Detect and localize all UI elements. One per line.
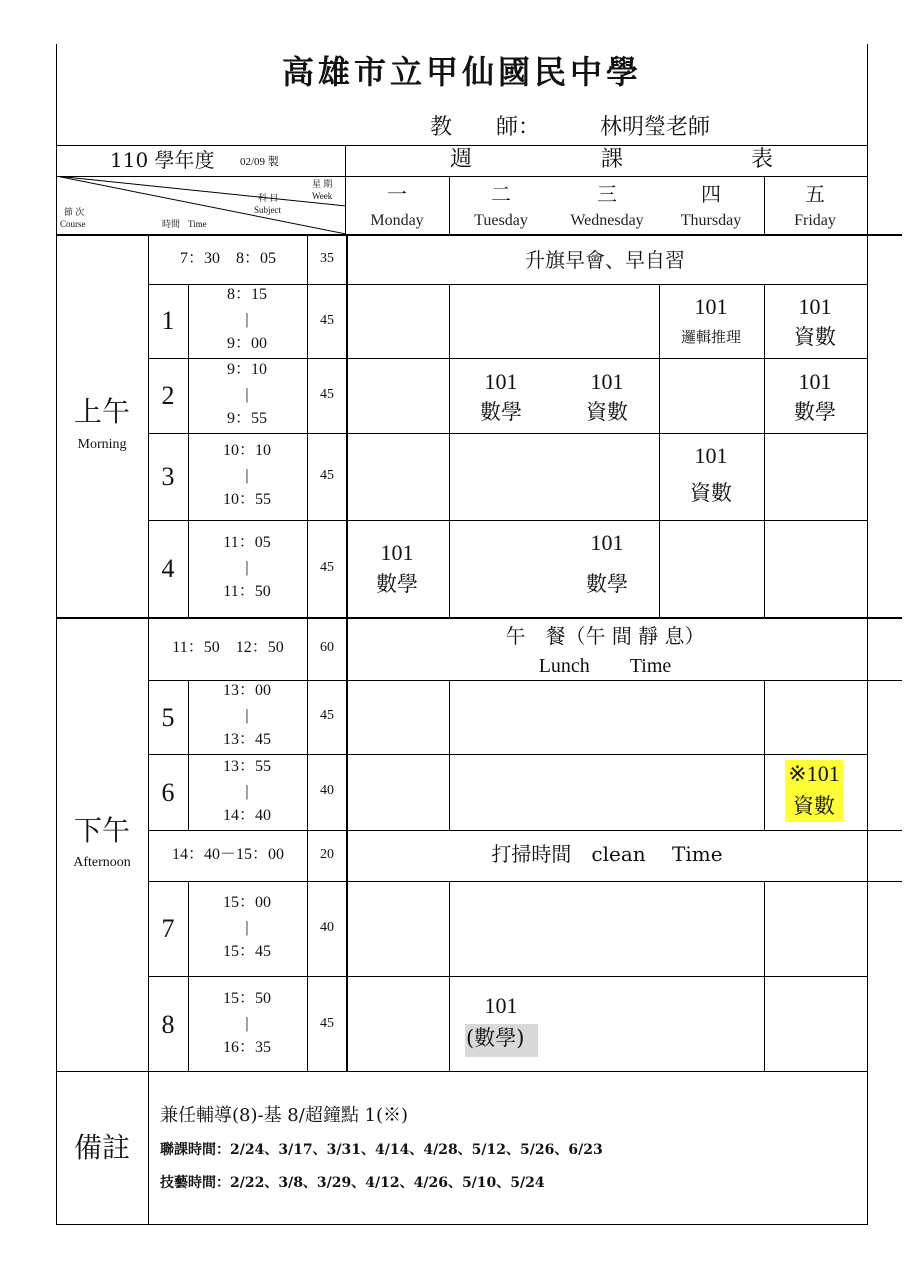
period-1-end: 9：00 [226,335,268,352]
period-4-start: 11：05 [223,534,271,551]
lunch-mins: 60 [320,640,334,655]
class-cell-p8-tue-class: 101 [484,993,518,1018]
class-cell-p4-mon-subject: 數學 [376,572,418,596]
class-cell-p4-wed-class: 101 [590,530,624,555]
class-cell-p2-wed-class: 101 [590,369,624,394]
period-3-start: 10：10 [222,442,272,459]
section-afternoon-en: Afternoon [73,855,131,870]
day-fri-zh: 五 [805,182,825,206]
period-4-separator: | [245,559,249,576]
table-title-3: 表 [750,147,774,172]
table-title-2: 課 [600,147,624,172]
teacher-label: 教 師： [430,115,541,140]
teacher-name: 林明瑩老師 [600,115,711,140]
class-cell-p4-wed-subject: 數學 [586,572,628,596]
section-afternoon-zh: 下午 [73,814,131,847]
class-cell-p2-wed-subject: 資數 [586,400,628,424]
period-3-separator: | [245,467,249,484]
day-tue-en: Tuesday [474,212,528,229]
period-6-separator: | [245,783,249,800]
period-1-start: 8：15 [226,286,268,303]
period-5-number: 5 [161,703,175,732]
made-date: 02/09 製 [240,156,279,168]
period-6-number: 6 [161,778,175,807]
notes-line-1: 兼任輔導(8)-基 8/超鐘點 1(※) [160,1105,409,1126]
day-thu-zh: 四 [701,182,721,206]
period-1-mins: 45 [320,313,334,328]
period-8-end: 16：35 [222,1039,272,1056]
class-cell-p1-fri-subject: 資數 [794,325,836,349]
period-7-separator: | [245,919,249,936]
period-8-mins: 45 [320,1016,334,1031]
period-3-mins: 45 [320,468,334,483]
period-6-start: 13：55 [222,758,272,775]
class-cell-p2-fri-class: 101 [798,369,832,394]
class-cell-p4-mon-class: 101 [380,540,414,565]
period-4-end: 11：50 [223,583,271,600]
period-7-number: 7 [161,914,175,943]
corner-week-zh: 星 期 [312,179,333,189]
period-6-mins: 40 [320,783,334,798]
class-cell-p6-fri-class: ※101 [788,761,840,786]
period-5-separator: | [245,707,249,724]
class-cell-p3-thu-subject: 資數 [690,481,732,505]
lunch-time: 11：50 12：50 [172,639,284,656]
period-2-number: 2 [161,381,175,410]
clean-mins: 20 [320,847,334,862]
section-morning-zh: 上午 [73,395,131,428]
day-tue-zh: 二 [491,182,511,206]
notes-label: 備註 [73,1131,131,1164]
class-cell-p6-fri-subject: 資數 [793,794,835,818]
class-cell-p2-fri-subject: 數學 [794,400,836,424]
corner-subject-en: Subject [254,205,281,215]
flag-time: 7：30 8：05 [179,250,277,267]
notes-line-3: 技藝時間：2/22、3/8、3/29、4/12、4/26、5/10、5/24 [160,1175,545,1191]
period-4-number: 4 [161,554,175,583]
class-cell-p1-fri-class: 101 [798,294,832,319]
period-2-start: 9：10 [226,361,268,378]
flag-text: 升旗早會、早自習 [525,248,685,272]
day-wed-zh: 三 [597,182,617,206]
corner-time-en: Time [188,219,207,229]
section-morning-en: Morning [77,437,127,452]
corner-time-zh: 時間 [162,219,181,229]
notes-line-2: 聯課時間：2/24、3/17、3/31、4/14、4/28、5/12、5/26、6/23 [160,1142,603,1158]
period-1-separator: | [245,311,249,328]
corner-subject-zh: 科 目 [258,193,279,203]
clean-text: 打掃時間 clean Time [491,842,723,866]
day-fri-en: Friday [794,212,836,229]
period-2-end: 9：55 [226,410,268,427]
period-2-separator: | [245,386,249,403]
class-cell-p2-tue-class: 101 [484,369,518,394]
lunch-text: 午 餐（午 間 靜 息） [505,624,705,648]
class-cell-p8-tue-subject: (數學) [466,1026,525,1050]
period-5-start: 13：00 [222,682,272,699]
corner-week-en: Week [312,191,333,201]
period-8-start: 15：50 [222,990,272,1007]
period-4-mins: 45 [320,560,334,575]
period-3-number: 3 [161,462,175,491]
school-year: 110 學年度 [110,148,215,172]
class-cell-p2-tue-subject: 數學 [480,400,522,424]
period-2-mins: 45 [320,387,334,402]
period-6-end: 14：40 [222,807,272,824]
day-mon-en: Monday [370,212,424,229]
flag-mins: 35 [320,251,334,266]
class-cell-p1-thu-subject: 邏輯推理 [680,328,742,346]
period-7-start: 15：00 [222,894,272,911]
corner-course-zh: 節 次 [64,207,85,217]
class-cell-p3-thu-class: 101 [694,443,728,468]
day-thu-en: Thursday [680,212,742,229]
period-8-number: 8 [161,1010,175,1039]
period-5-end: 13：45 [222,731,272,748]
lunch-text-en: Lunch Time [538,655,672,677]
corner-course-en: Course [60,219,86,229]
period-7-end: 15：45 [222,943,272,960]
period-8-separator: | [245,1015,249,1032]
clean-time: 14：40－15：00 [171,846,285,863]
period-1-number: 1 [161,306,175,335]
day-wed-en: Wednesday [570,212,644,229]
school-title: 高雄市立甲仙國民中學 [281,53,643,91]
table-title-1: 週 [449,147,473,172]
class-cell-p1-thu-class: 101 [694,294,728,319]
period-5-mins: 45 [320,708,334,723]
period-3-end: 10：55 [222,491,272,508]
day-mon-zh: 一 [387,182,407,206]
period-7-mins: 40 [320,920,334,935]
